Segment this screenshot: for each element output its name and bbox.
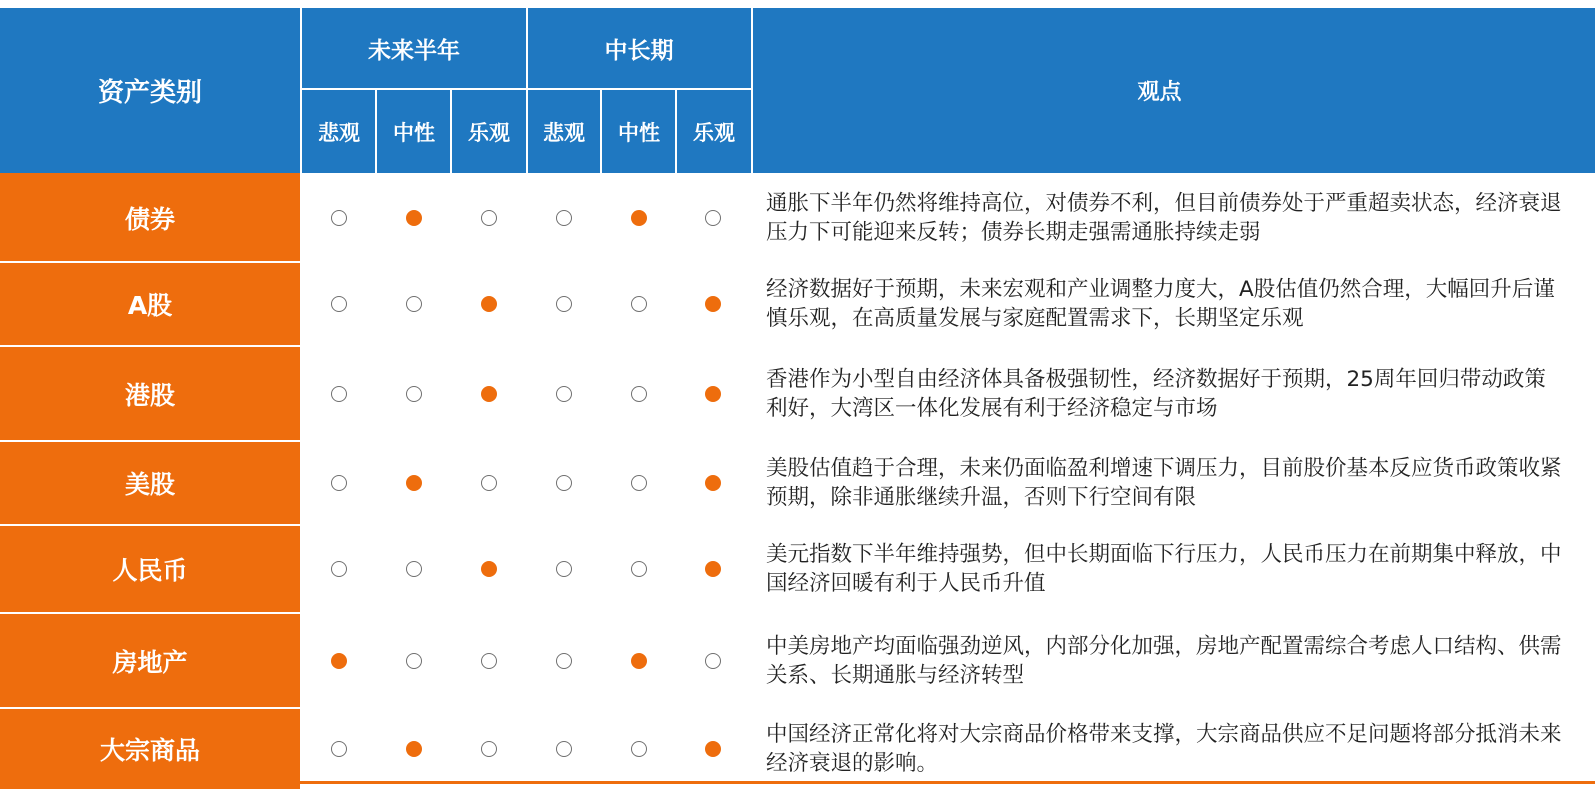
- unselected-rating-dot: [331, 210, 347, 226]
- table-header: [0, 8, 1595, 173]
- header-divider: [300, 8, 302, 173]
- row-divider: [0, 345, 300, 347]
- asset-category-label: 人民币: [0, 525, 300, 613]
- row-divider: [0, 524, 300, 526]
- header-divider: [302, 88, 751, 90]
- header-divider: [751, 8, 753, 173]
- selected-rating-dot: [481, 561, 497, 577]
- unselected-rating-dot: [556, 653, 572, 669]
- header-sub-neutral: 中性: [618, 120, 660, 145]
- opinion-text: 香港作为小型自由经济体具备极强韧性，经济数据好于预期，25周年回归带动政策利好，大湾区一体化发展有利于经济稳定与市场: [766, 366, 1546, 421]
- asset-category-label: 美股: [0, 441, 300, 525]
- selected-rating-dot: [406, 741, 422, 757]
- row-divider: [0, 440, 300, 442]
- asset-category-label: 港股: [0, 346, 300, 441]
- unselected-rating-dot: [406, 296, 422, 312]
- unselected-rating-dot: [631, 386, 647, 402]
- unselected-rating-dot: [481, 741, 497, 757]
- unselected-rating-dot: [481, 653, 497, 669]
- opinion-text: 美元指数下半年维持强势，但中长期面临下行压力，人民币压力在前期集中释放，中国经济回暖有利于人民币升值: [766, 542, 1562, 596]
- opinion-text: 经济数据好于预期，未来宏观和产业调整力度大，A股估值仍然合理，大幅回升后谨慎乐观，在高质量发展与家庭配置需求下，长期坚定乐观: [766, 277, 1555, 331]
- table-row: [0, 262, 1595, 346]
- unselected-rating-dot: [331, 475, 347, 491]
- selected-rating-dot: [406, 210, 422, 226]
- opinion-text: 通胀下半年仍然将维持高位，对债券不利，但目前债券处于严重超卖状态，经济衰退压力下可能迎来反转；债券长期走强需通胀持续走弱: [766, 190, 1562, 245]
- selected-rating-dot: [705, 561, 721, 577]
- unselected-rating-dot: [331, 741, 347, 757]
- header-sub-pessimistic: 悲观: [318, 120, 360, 145]
- unselected-rating-dot: [631, 296, 647, 312]
- header-divider: [526, 8, 528, 173]
- unselected-rating-dot: [406, 561, 422, 577]
- unselected-rating-dot: [556, 741, 572, 757]
- unselected-rating-dot: [556, 296, 572, 312]
- selected-rating-dot: [705, 386, 721, 402]
- header-divider: [450, 90, 452, 173]
- unselected-rating-dot: [556, 561, 572, 577]
- selected-rating-dot: [406, 475, 422, 491]
- header-sub-optimistic: 乐观: [468, 120, 510, 145]
- selected-rating-dot: [705, 296, 721, 312]
- asset-category-label: 大宗商品: [0, 708, 300, 789]
- unselected-rating-dot: [331, 296, 347, 312]
- selected-rating-dot: [705, 475, 721, 491]
- selected-rating-dot: [705, 741, 721, 757]
- selected-rating-dot: [631, 653, 647, 669]
- unselected-rating-dot: [481, 210, 497, 226]
- table-row: [0, 173, 1595, 262]
- selected-rating-dot: [331, 653, 347, 669]
- row-divider: [0, 707, 300, 709]
- unselected-rating-dot: [631, 741, 647, 757]
- header-asset-class: 资产类别: [97, 78, 202, 108]
- table-row: [0, 441, 1595, 525]
- header-sub-pessimistic: 悲观: [543, 120, 585, 145]
- table-row: [0, 346, 1595, 441]
- opinion-text: 中美房地产均面临强劲逆风，内部分化加强，房地产配置需综合考虑人口结构、供需关系、长期通胀与经济转型: [766, 633, 1562, 688]
- unselected-rating-dot: [631, 475, 647, 491]
- row-divider: [0, 612, 300, 614]
- header-divider: [675, 90, 677, 173]
- header-mid-long-term: 中长期: [604, 37, 674, 64]
- unselected-rating-dot: [705, 210, 721, 226]
- header-sub-neutral: 中性: [393, 120, 435, 145]
- unselected-rating-dot: [556, 475, 572, 491]
- opinion-text: 中国经济正常化将对大宗商品价格带来支撑，大宗商品供应不足问题将部分抵消未来经济衰退的影响。: [766, 721, 1562, 776]
- asset-category-label: A股: [0, 262, 300, 346]
- header-divider: [375, 90, 377, 173]
- table-row: [0, 525, 1595, 613]
- unselected-rating-dot: [331, 386, 347, 402]
- unselected-rating-dot: [631, 561, 647, 577]
- unselected-rating-dot: [406, 386, 422, 402]
- selected-rating-dot: [631, 210, 647, 226]
- table-row: [0, 708, 1595, 789]
- unselected-rating-dot: [331, 561, 347, 577]
- unselected-rating-dot: [556, 386, 572, 402]
- header-divider: [600, 90, 602, 173]
- opinion-text: 美股估值趋于合理，未来仍面临盈利增速下调压力，目前股价基本反应货币政策收紧预期，除非通胀继续升温，否则下行空间有限: [766, 456, 1562, 510]
- header-sub-optimistic: 乐观: [693, 120, 735, 145]
- selected-rating-dot: [481, 386, 497, 402]
- header-view: 观点: [1137, 80, 1182, 105]
- asset-category-label: 房地产: [0, 613, 300, 708]
- table-row: [0, 613, 1595, 708]
- asset-category-label: 债券: [0, 173, 300, 262]
- unselected-rating-dot: [556, 210, 572, 226]
- header-next-half-year: 未来半年: [368, 37, 460, 64]
- selected-rating-dot: [481, 296, 497, 312]
- unselected-rating-dot: [406, 653, 422, 669]
- row-divider: [0, 261, 300, 263]
- unselected-rating-dot: [481, 475, 497, 491]
- unselected-rating-dot: [705, 653, 721, 669]
- table-bottom-border: [0, 781, 1595, 784]
